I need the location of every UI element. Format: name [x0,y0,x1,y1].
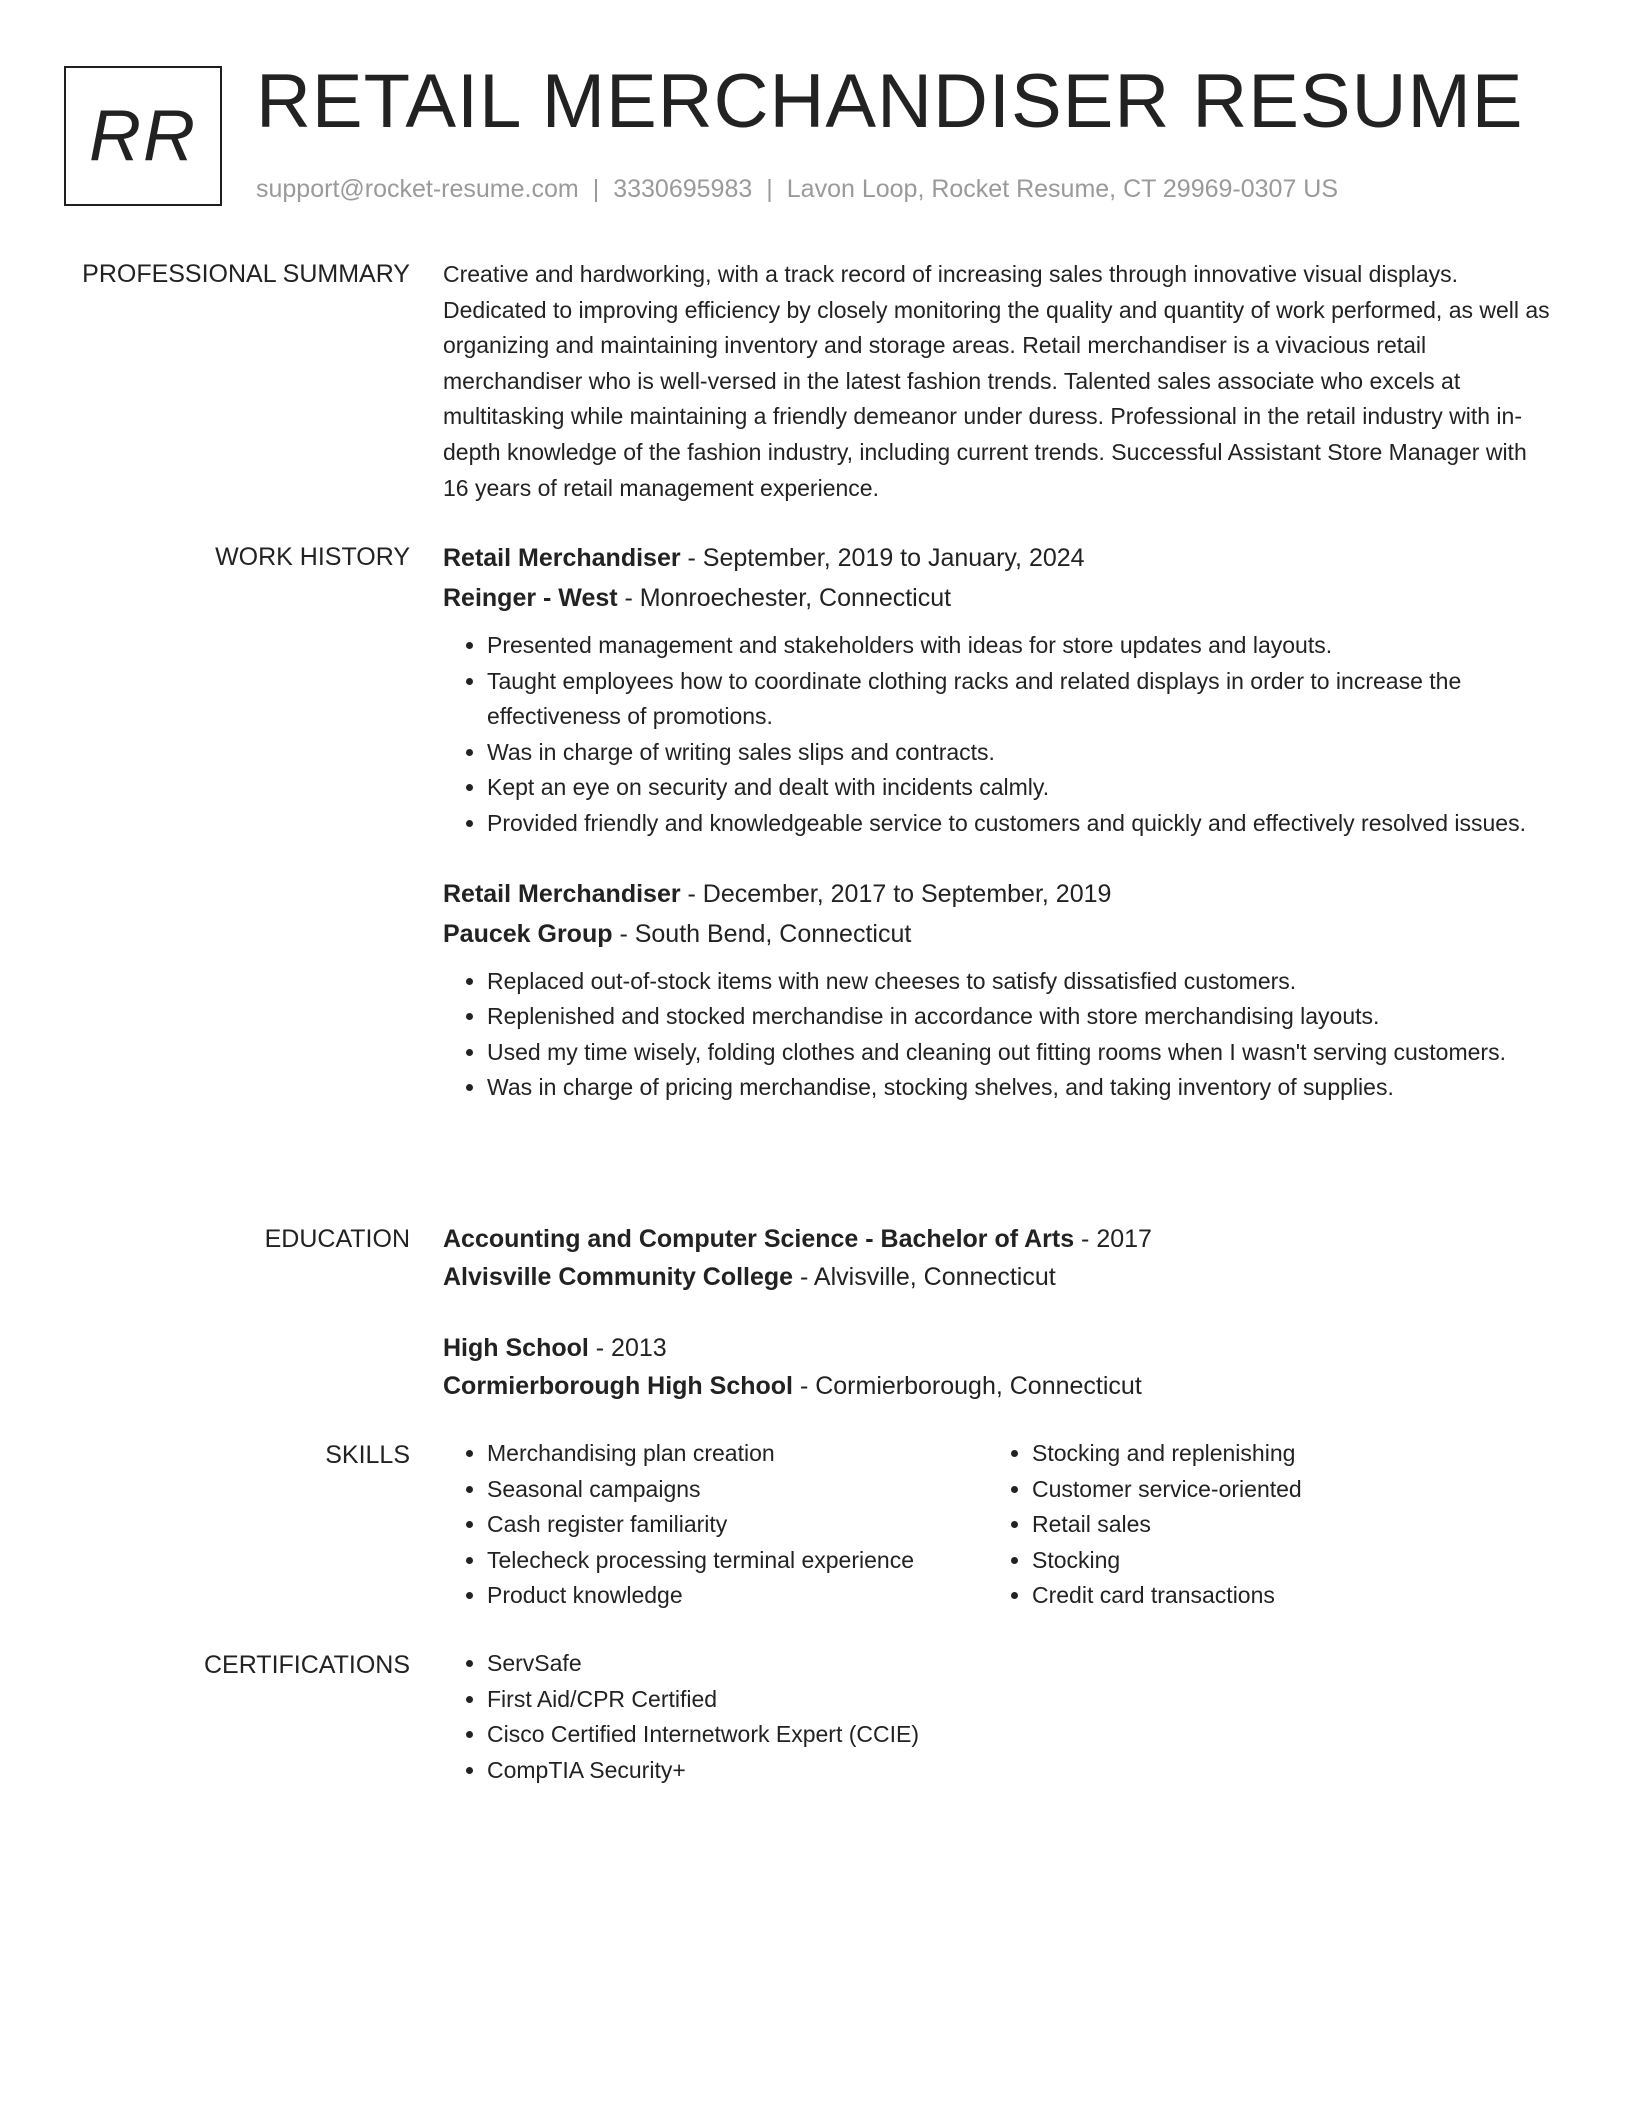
certification-item: • ServSafe [487,1646,1558,1682]
contact-line [256,172,1338,206]
education-degree: Accounting and Computer Science - Bachelor of Arts [443,1225,1075,1253]
job-company: Paucek Group [443,919,613,948]
job-dates: - September, 2019 to January, 2024 [680,544,1085,572]
education-year: - 2013 [588,1334,667,1362]
education-school-line [443,1367,1558,1405]
job-entry [443,538,1558,842]
job-title: Retail Merchandiser [443,879,681,908]
section-label-education: EDUCATION [264,1225,410,1253]
education-entry [443,1329,1558,1405]
contact-separator: | [592,175,600,203]
job-company-line [443,914,1558,954]
contact-address: Lavon Loop, Rocket Resume, CT 29969-0307 US [786,175,1339,203]
monogram-text: RR [89,96,197,176]
skill-item: • Product knowledge [487,1578,988,1614]
section-label-summary: PROFESSIONAL SUMMARY [82,260,410,288]
education-school: Cormierborough High School [443,1372,793,1400]
job-location: - South Bend, Connecticut [612,919,912,948]
skill-item: • Customer service-oriented [1032,1472,1302,1508]
education-degree: High School [443,1334,589,1362]
job-company-line [443,578,1558,618]
job-bullet: • Kept an eye on security and dealt with incidents calmly. [487,770,1558,806]
skills-list [988,1436,1302,1614]
education-location: - Alvisville, Connecticut [793,1263,1056,1291]
skill-item: • Cash register familiarity [487,1507,988,1543]
skills-column [988,1436,1302,1614]
education-entry [443,1220,1558,1296]
contact-phone[interactable]: 3330695983 [613,175,753,203]
skill-item: • Credit card transactions [1032,1578,1302,1614]
certification-item: • Cisco Certified Internetwork Expert (CCIE) [487,1717,1558,1753]
education-school: Alvisville Community College [443,1263,794,1291]
job-location: - Monroechester, Connecticut [617,584,952,612]
job-bullets [443,964,1558,1106]
job-title-line [443,874,1558,914]
job-bullets [443,628,1558,842]
education-school-line [443,1258,1558,1296]
job-title: Retail Merchandiser [443,544,681,572]
summary-text: Creative and hardworking, with a track record of increasing sales through innovative visual displays. Dedicated to improving efficiency by closely monitoring the quality and quantity of work performed, as well as organizing and maintaining inventory and storage areas. Retail merchandiser is a vivacious retail merchandiser who is well-versed in the latest fashion trends. Talented sales associate who excels at multitasking while maintaining a friendly demeanor under duress. Professional in the retail industry with in-depth knowledge of the fashion industry, including current trends. Successful Assistant Store Manager with 16 years of retail management experience. [443,261,1550,501]
monogram-logo [64,66,222,206]
skill-item: • Stocking [1032,1543,1302,1579]
certifications-list [443,1646,1558,1788]
section-label-certifications: CERTIFICATIONS [203,1651,410,1679]
job-bullet: • Was in charge of writing sales slips and contracts. [487,735,1558,771]
certification-item: • CompTIA Security+ [487,1753,1558,1789]
skill-item: • Telecheck processing terminal experience [487,1543,988,1579]
job-company: Reinger - West [443,584,618,612]
section-label-work-history: WORK HISTORY [215,543,410,571]
section-label-skills: SKILLS [325,1441,410,1469]
job-bullet: • Was in charge of pricing merchandise, stocking shelves, and taking inventory of supplies. [487,1070,1558,1106]
page-title: RETAIL MERCHANDISER RESUME [256,59,1524,144]
contact-separator: | [766,175,773,203]
education-location: - Cormierborough, Connecticut [793,1372,1142,1400]
job-bullet: • Replenished and stocked merchandise in accordance with store merchandising layouts. [487,999,1558,1035]
education-year: - 2017 [1074,1225,1152,1253]
contact-email[interactable]: support@rocket-resume.com [256,175,579,203]
skill-item: • Merchandising plan creation [487,1436,988,1472]
skill-item: • Retail sales [1032,1507,1302,1543]
education-degree-line [443,1220,1558,1258]
job-bullet: • Taught employees how to coordinate clothing racks and related displays in order to increase the effectiveness of promotions. [487,664,1558,735]
job-title-line [443,538,1558,578]
skills-column [443,1436,988,1614]
job-dates: - December, 2017 to September, 2019 [680,879,1112,908]
certification-item: • First Aid/CPR Certified [487,1682,1558,1718]
job-bullet: • Provided friendly and knowledgeable service to customers and quickly and effectively resolved issues. [487,806,1558,842]
skills-list [443,1436,988,1614]
skill-item: • Stocking and replenishing [1032,1436,1302,1472]
education-degree-line [443,1329,1558,1367]
job-bullet: • Replaced out-of-stock items with new cheeses to satisfy dissatisfied customers. [487,964,1558,1000]
job-bullet: • Presented management and stakeholders with ideas for store updates and layouts. [487,628,1558,664]
job-bullet: • Used my time wisely, folding clothes and cleaning out fitting rooms when I wasn't serving customers. [487,1035,1558,1071]
skill-item: • Seasonal campaigns [487,1472,988,1508]
job-entry [443,874,1558,1106]
